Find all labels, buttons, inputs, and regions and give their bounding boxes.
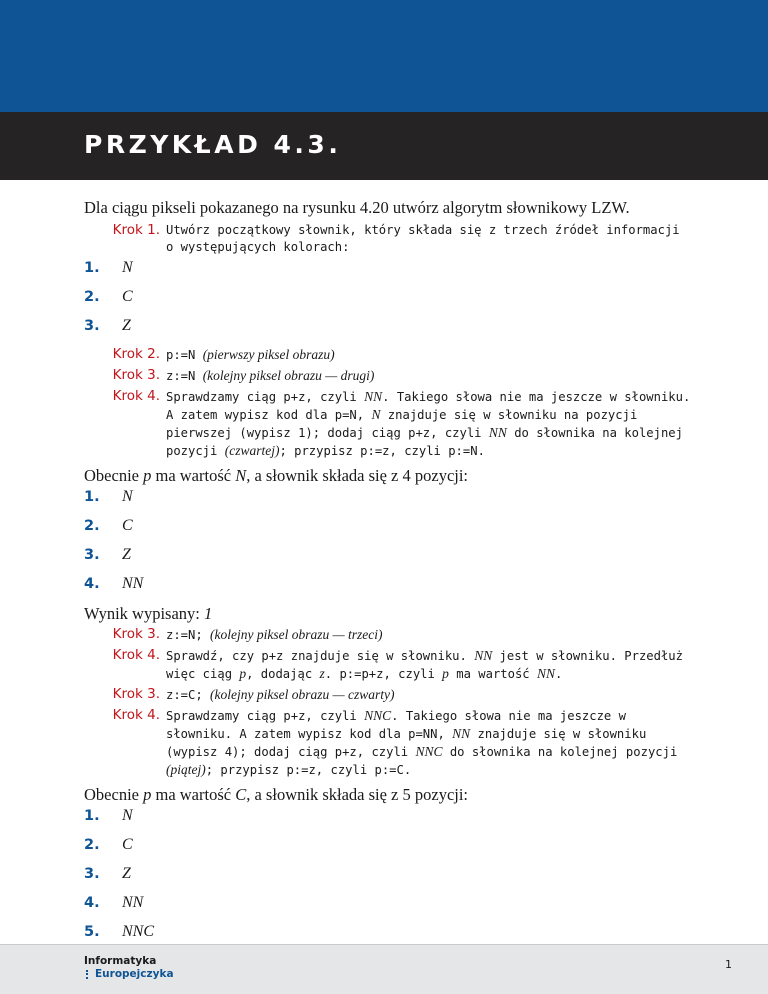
dictionary-item-value: Z bbox=[122, 317, 131, 334]
text-run: Sprawdzamy ciąg p+z, czyli bbox=[166, 390, 365, 404]
dictionary-item-value: Z bbox=[122, 865, 131, 882]
italic-code: z bbox=[319, 666, 325, 681]
italic-code: N bbox=[371, 407, 381, 422]
dictionary-item bbox=[84, 317, 694, 346]
dictionary-item-number: 3. bbox=[84, 318, 100, 334]
text-run: . bbox=[555, 667, 563, 681]
italic-note: p bbox=[143, 466, 152, 485]
dictionary-item-value: NNC bbox=[122, 923, 155, 940]
dictionary-item-number: 2. bbox=[84, 289, 100, 305]
algorithm-step bbox=[84, 388, 694, 460]
dictionary-item-number: 5. bbox=[84, 924, 100, 940]
logo-line-2: Europejczyka bbox=[84, 968, 174, 981]
text-run: . Takiego słowa nie ma jeszcze w słowniku. A zatem wypisz kod dla p=N, bbox=[166, 390, 691, 422]
paragraph-state-1 bbox=[84, 464, 694, 488]
step-label: Krok 4. bbox=[112, 707, 160, 723]
text-run: Sprawdź, czy p+z znajduje się w słowniku. bbox=[166, 649, 475, 663]
intro-text: Dla ciągu pikseli pokazanego na rysunku 4.20 utwórz algorytm słownikowy LZW. bbox=[84, 198, 630, 217]
text-run: , a słownik składa się z 5 pozycji: bbox=[246, 785, 469, 804]
italic-code: NNC bbox=[364, 708, 392, 723]
dictionary-item-number: 1. bbox=[84, 260, 100, 276]
italic-note: (pierwszy piksel obrazu) bbox=[202, 347, 335, 362]
italic-code: NN bbox=[488, 425, 507, 440]
text-run: p:=N bbox=[166, 348, 203, 362]
page-number: 1 bbox=[725, 958, 732, 971]
steps-group-a bbox=[84, 222, 694, 256]
step-text bbox=[166, 686, 395, 704]
text-run: ma wartość bbox=[151, 785, 236, 804]
algorithm-step bbox=[84, 707, 694, 779]
dictionary-item bbox=[84, 517, 694, 546]
dictionary-list-2 bbox=[84, 488, 694, 604]
italic-code: p bbox=[239, 666, 247, 681]
dictionary-item-value: C bbox=[122, 517, 133, 534]
step-label: Krok 4. bbox=[112, 647, 160, 663]
dictionary-item bbox=[84, 807, 694, 836]
dictionary-item-number: 3. bbox=[84, 547, 100, 563]
step-text bbox=[166, 367, 374, 385]
italic-note: (kolejny piksel obrazu — drugi) bbox=[202, 368, 375, 383]
dictionary-item-value: Z bbox=[122, 546, 131, 563]
paragraph-state-2 bbox=[84, 783, 694, 807]
italic-code: NNC bbox=[415, 744, 443, 759]
dictionary-item bbox=[84, 894, 694, 923]
dictionary-item bbox=[84, 288, 694, 317]
text-run: z:=C; bbox=[166, 688, 211, 702]
italic-note: 1 bbox=[204, 604, 213, 623]
italic-code: NN bbox=[452, 726, 471, 741]
dictionary-item bbox=[84, 546, 694, 575]
dictionary-item-value: N bbox=[122, 488, 133, 505]
text-run: . p:=p+z, czyli bbox=[324, 667, 443, 681]
logo-line-1: Informatyka bbox=[84, 955, 157, 967]
text-run: , dodając bbox=[246, 667, 320, 681]
text-run: Obecnie bbox=[84, 785, 144, 804]
italic-note: C bbox=[235, 785, 247, 804]
dictionary-item-value: C bbox=[122, 836, 133, 853]
text-run: Obecnie bbox=[84, 466, 144, 485]
text-run: ma wartość bbox=[448, 667, 537, 681]
steps-group-b bbox=[84, 346, 694, 460]
step-label: Krok 3. bbox=[112, 367, 160, 383]
text-run: do słownika na kolejnej pozycji bbox=[442, 745, 678, 759]
algorithm-step bbox=[84, 686, 694, 704]
text-run: ; przypisz p:=z, czyli p:=N. bbox=[279, 444, 485, 458]
text-run: z:=N bbox=[166, 369, 203, 383]
dictionary-item-number: 1. bbox=[84, 489, 100, 505]
italic-note: (kolejny piksel obrazu — czwarty) bbox=[210, 687, 395, 702]
text-run: Utwórz początkowy słownik, który składa się z trzech źródeł informacji o występujących kolorach: bbox=[166, 223, 680, 254]
step-label: Krok 1. bbox=[112, 222, 160, 238]
dictionary-item-value: NN bbox=[122, 894, 144, 911]
text-run: Sprawdzamy ciąg p+z, czyli bbox=[166, 709, 365, 723]
page-title: PRZYKŁAD 4.3. bbox=[84, 130, 342, 159]
paragraph-output bbox=[84, 602, 694, 626]
algorithm-step bbox=[84, 647, 694, 683]
text-run: znajduje się w słowniku (wypisz 4); dodaj ciąg p+z, czyli bbox=[166, 727, 647, 759]
dictionary-item-number: 1. bbox=[84, 808, 100, 824]
step-text bbox=[166, 222, 694, 256]
text-run: ma wartość bbox=[151, 466, 236, 485]
step-text bbox=[166, 346, 335, 364]
algorithm-step bbox=[84, 367, 694, 385]
dictionary-item-number: 2. bbox=[84, 837, 100, 853]
dictionary-item bbox=[84, 259, 694, 288]
text-run: Wynik wypisany: bbox=[84, 604, 204, 623]
publisher-logo bbox=[84, 955, 174, 981]
step-text bbox=[166, 707, 694, 779]
italic-note: N bbox=[235, 466, 247, 485]
dictionary-list-3 bbox=[84, 807, 694, 952]
dictionary-item-number: 2. bbox=[84, 518, 100, 534]
step-label: Krok 3. bbox=[112, 686, 160, 702]
algorithm-step bbox=[84, 346, 694, 364]
dictionary-item-number: 4. bbox=[84, 576, 100, 592]
text-run: , a słownik składa się z 4 pozycji: bbox=[246, 466, 469, 485]
algorithm-step bbox=[84, 222, 694, 256]
dictionary-item-number: 3. bbox=[84, 866, 100, 882]
step-label: Krok 4. bbox=[112, 388, 160, 404]
italic-code: NN bbox=[536, 666, 555, 681]
content bbox=[84, 196, 694, 952]
dictionary-item-value: N bbox=[122, 259, 133, 276]
step-text bbox=[166, 647, 694, 683]
step-text bbox=[166, 626, 383, 644]
step-text bbox=[166, 388, 694, 460]
italic-code: p bbox=[442, 666, 449, 681]
dictionary-item-number: 4. bbox=[84, 895, 100, 911]
text-run: . Takiego słowa nie ma jeszcze w słowniku. A zatem wypisz kod dla p=NN, bbox=[166, 709, 626, 741]
dictionary-item-value: NN bbox=[122, 575, 144, 592]
text-run: jest w słowniku. Przedłuż więc ciąg bbox=[166, 649, 683, 681]
italic-note: (czwartej) bbox=[224, 443, 280, 458]
italic-note: p bbox=[143, 785, 152, 804]
italic-note: (piątej) bbox=[166, 762, 206, 777]
step-label: Krok 2. bbox=[112, 346, 160, 362]
dictionary-item-value: C bbox=[122, 288, 133, 305]
italic-code: NN bbox=[364, 389, 383, 404]
header-band bbox=[0, 0, 768, 112]
italic-code: NN bbox=[474, 648, 493, 663]
italic-note: (kolejny piksel obrazu — trzeci) bbox=[210, 627, 383, 642]
text-run: ; przypisz p:=z, czyli p:=C. bbox=[205, 763, 412, 777]
text-run: znajduje się w słowniku na pozycji pierwszej (wypisz 1); dodaj ciąg p+z, czyli bbox=[166, 408, 638, 440]
text-run: z:=N; bbox=[166, 628, 211, 642]
dictionary-list-1 bbox=[84, 259, 694, 346]
dictionary-item bbox=[84, 488, 694, 517]
algorithm-step bbox=[84, 626, 694, 644]
steps-group-c bbox=[84, 626, 694, 779]
dictionary-item bbox=[84, 575, 694, 604]
dictionary-item bbox=[84, 836, 694, 865]
dictionary-item bbox=[84, 865, 694, 894]
dictionary-item-value: N bbox=[122, 807, 133, 824]
step-label: Krok 3. bbox=[112, 626, 160, 642]
text-run: do słownika na kolejnej pozycji bbox=[166, 426, 683, 458]
